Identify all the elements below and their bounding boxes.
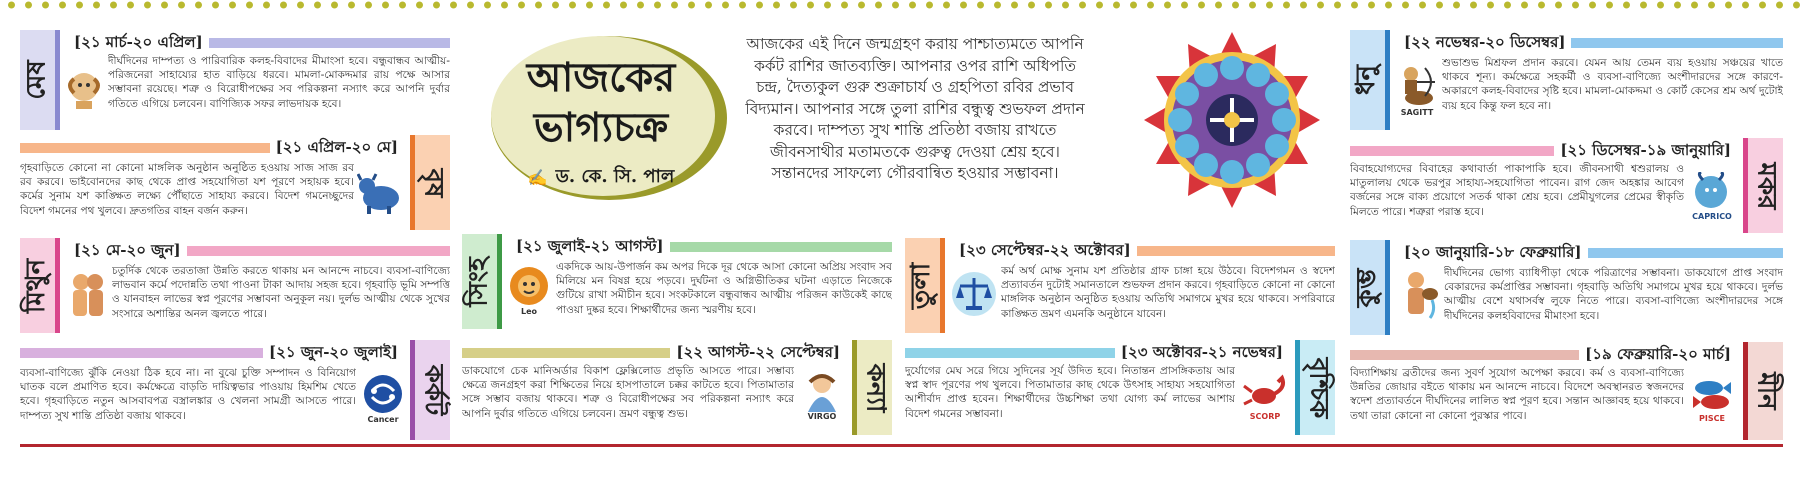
accent-bar <box>462 348 670 358</box>
sign-caption: PISCE <box>1699 413 1725 423</box>
sign-block-brisha <box>20 135 450 230</box>
horoscope-text: দীর্ঘদিনের ভোগ্য ব্যাধিপীড়া থেকে পরিত্রাণের সম্ভাবনা। ডাকযোগে প্রাপ্ত সংবাদ বেকারদের কর্মপ্রাপ্তির সম্ভাবনা। গৃহবাড়ি অতিথি সমাগমে মুখর হয়ে থাকবে। দুর্লভ আত্মীয় বেশে যথাসর্বস্ব লুফে নিতে পারে। ব্যবসা-বাণিজ্যে অংশীদারদের সঙ্গে দীর্ঘদিনের কলহবিবাদের মীমাংসা হবে। <box>1444 267 1783 322</box>
ram-icon <box>64 64 104 114</box>
sign-tab-mesh <box>20 30 60 130</box>
date-header <box>20 342 404 364</box>
pen-nib-icon: ✍ <box>527 168 548 187</box>
horoscope-text: বিদ্যাশিক্ষায় ব্রতীদের জন্য সুবর্ণ সুযোগ অপেক্ষা করবে। কর্ম ও ব্যবসা-বাণিজ্যে উন্নতির জোয়ার বইতে থাকায় মন আনন্দে নাচবে। বিদেশে অবস্থানরত স্বজনদের স্বদেশ প্রত্যাবর্তনে দীর্ঘদিনের লালিত স্বপ্ন পূরণ হবে। সন্তান আজ্ঞাবহ হয়ে থাকবে। তথা তারা কোনো না কোনো পুরস্কার পাবে। <box>1350 367 1684 422</box>
title-line-1: আজকের <box>526 54 676 101</box>
virgo-icon <box>798 368 846 424</box>
title-badge <box>471 32 731 202</box>
date-header <box>1350 140 1737 162</box>
horoscope-text: দীর্ঘদিনের দাম্পত্য ও পারিবারিক কলহ-বিবাদের মীমাংসা হবে। বন্ধুবান্ধব আত্মীয়-পরিজনেরা সাহায্যের হাত বাড়িয়ে ধরবে। মামলা-মোকদ্দমার রায় পক্ষে আসার সম্ভাবনা রয়েছে। শত্রু ও বিরোধীপক্ষের সব পরিকল্পনা নস্যাৎ করে আপনি দুর্বার গতিতে এগিয়ে চলবেন। বাণিজ্যিক সফর লাভদায়ক হবে। <box>108 55 450 110</box>
sign-tab-brisha <box>410 135 450 230</box>
bull-icon <box>356 167 404 217</box>
sign-tab-dhanu <box>1350 30 1390 130</box>
date-range: [২১ জুলাই-২১ আগস্ট] <box>516 236 664 255</box>
sign-name: বৃশ্চিক <box>1303 357 1334 418</box>
date-range: [২১ মে-২০ জুন] <box>74 240 181 259</box>
sign-caption: Cancer <box>367 414 399 424</box>
sign-name: সিংহ <box>463 256 494 307</box>
sign-tab-kanya <box>852 340 892 435</box>
horoscope-text: গৃহবাড়িতে কোনো না কোনো মাঙ্গলিক অনুষ্ঠান অনুষ্ঠিত হওয়ায় সাজ সাজ রব রব করবে। ভাইবোনদের কাছ থেকে প্রাপ্ত সহযোগিতা যশ পূরণে সহায়ক হবে। কর্মের সুনাম যশ কাঙ্ক্ষিত লক্ষ্যে পৌঁছাতে সাহায্য করবে। বিদেশ গমনেচ্ছুদের বিদেশ গমনের পথ খুলবে। দ্রুতগতির বাহন বর্জন করুন। <box>20 162 354 217</box>
scales-icon <box>949 266 999 322</box>
accent-bar <box>670 242 892 252</box>
scorpion-icon <box>1239 368 1291 424</box>
date-range: [২২ আগস্ট-২২ সেপ্টেম্বর] <box>676 342 840 361</box>
date-range: [২৩ অক্টোবর-২১ নভেম্বর] <box>1120 342 1283 361</box>
date-header <box>953 240 1335 262</box>
accent-bar <box>187 246 450 256</box>
accent-bar <box>905 348 1115 358</box>
sign-block-singha <box>462 234 892 334</box>
sign-block-dhanu <box>1350 30 1783 130</box>
sign-name: বৃষ <box>418 168 449 197</box>
water-bearer-icon <box>1394 268 1442 324</box>
sign-tab-makar <box>1743 138 1783 233</box>
accent-bar <box>1571 38 1783 48</box>
date-header <box>1398 242 1783 264</box>
sign-tab-kumbha <box>1350 240 1390 335</box>
date-range: [২১ জুন-২০ জুলাই] <box>269 342 398 361</box>
fish-icon <box>1686 370 1738 426</box>
horoscope-text: একদিকে আয়-উপার্জন কম অপর দিকে দূর থেকে আসা কোনো অপ্রিয় সংবাদ সব মিলিয়ে মন বিষণ্ণ হয়ে পড়বে। দুর্ঘটনা ও অগ্নিভীতিকর ঘটনা এড়াতে নিজেকে গুটিয়ে রাখা সমীচীন হবে। সংকটকালে বন্ধুবান্ধব আত্মীয় পরিজন কাউকেই কাছে পাওয়া দুষ্কর হবে। শিক্ষার্থীদের জন্য স্মরণীয় হবে। <box>556 261 892 316</box>
sign-caption: Leo <box>520 306 538 316</box>
sign-name: ধনু <box>1351 64 1382 96</box>
date-range: [১৯ ফেব্রুয়ারি-২০ মার্চ] <box>1585 344 1731 363</box>
sign-caption: SAGITT <box>1400 107 1434 117</box>
date-header <box>20 137 404 159</box>
sign-tab-mithun <box>20 238 60 333</box>
accent-bar <box>1350 146 1554 156</box>
accent-bar <box>209 38 450 48</box>
date-range: [২১ ডিসেম্বর-১৯ জানুয়ারি] <box>1560 140 1731 159</box>
horoscope-text: ব্যবসা-বাণিজ্যে ঝুঁকি নেওয়া ঠিক হবে না। না বুঝে চুক্তি সম্পাদন ও বিনিয়োগ ঘাতক বলে প্রমাণিত হবে। কর্মক্ষেত্রে বাড়তি দায়িত্বভার পাওয়ায় হিমশিম খেতে হবে। গৃহবাড়িতে নতুন আসবাবপত্র বস্ত্রালঙ্কার ও খেলনা সামগ্রী আসতে পারে। দাম্পত্য সুখ শান্তি প্রতিষ্ঠা বজায় থাকবে। <box>20 367 356 422</box>
sign-block-kumbha <box>1350 240 1783 335</box>
bottom-rule <box>20 444 1783 447</box>
sign-name: তুলা <box>906 262 937 309</box>
date-header <box>462 342 846 364</box>
accent-bar <box>1350 350 1579 360</box>
horoscope-text: শুভাশুভ মিশ্রফল প্রদান করবে। যেমন আয় তেমন ব্যয় হওয়ায় সঞ্চয়ের খাতে থাকবে শূন্য। কর্মক্ষেত্রে সহকর্মী ও ব্যবসা-বাণিজ্যে অংশীদারদের সঙ্গে কারণে-অকারণে কলহ-বিবাদের সৃষ্টি হবে। মামলা-মোকদ্দমা ও কোর্ট কেসের শ্রম অর্থ দুটোই ব্যয় হবে কিন্তু ফল হবে না। <box>1442 57 1783 112</box>
sign-caption: VIRGO <box>807 411 837 421</box>
zodiac-wheel-image <box>1142 30 1322 210</box>
date-range: [২১ মার্চ-২০ এপ্রিল] <box>74 32 203 51</box>
date-range: [২২ নভেম্বর-২০ ডিসেম্বর] <box>1404 32 1566 51</box>
sign-block-tula <box>905 238 1335 338</box>
author-line <box>471 162 731 193</box>
date-header <box>1350 344 1737 366</box>
sign-tab-singha <box>462 234 502 329</box>
horoscope-text: ডাকযোগে চেক মানিঅর্ডার বিকাশ ফ্লেক্সিলোড প্রভৃতি আসতে পারে। সম্ভাব্য ক্ষেত্রে জনগ্রহণ করা শিক্ষিতের নিয়ে হাসপাতালে চক্কর কাটতে হবে। পিতামাতার সঙ্গে সম্ভাব বজায় থাকবে। শত্রু ও বিরোধীপক্ষের সব পরিকল্পনা নস্যাৎ করে আপনি দুর্বার গতিতে এগিয়ে চলবেন। ভ্রমণ বন্ধুত্ব শুভ। <box>462 365 794 420</box>
sign-block-mesh <box>20 30 450 130</box>
date-header <box>68 240 450 262</box>
accent-bar <box>20 143 270 153</box>
sign-caption: SCORP <box>1249 411 1281 421</box>
archer-icon <box>1394 60 1440 120</box>
twins-icon <box>66 268 110 324</box>
sign-name: কর্কট <box>418 364 449 416</box>
intro-paragraph: আজকের এই দিনে জন্মগ্রহণ করায় পাশ্চাত্যমতে আপনি কর্কট রাশির জাতব্যক্তি। আপনার ওপর রাশি অধিপতি চন্দ্র, দৈত্যকুল গুরু শুক্রাচার্য ও গ্রহপিতা রবির প্রভাব বিদ্যমান। আপনার সঙ্গে তুলা রাশির বন্ধুত্ব শুভফল প্রদান করবে। দাম্পত্য সুখ শান্তি প্রতিষ্ঠা বজায় রাখতে জীবনসাথীর মতামতকে গুরুত্ব দেওয়া শ্রেয় হবে। সন্তানদের সাফল্যে গৌরবান্বিত হওয়ার সম্ভাবনা। <box>745 35 1085 182</box>
sign-name: মকর <box>1751 162 1782 209</box>
sign-block-mithun <box>20 238 450 333</box>
date-header <box>68 32 450 54</box>
crab-icon <box>360 370 406 426</box>
date-range: [২৩ সেপ্টেম্বর-২২ অক্টোবর] <box>959 240 1131 259</box>
horoscope-text: কর্ম অর্থ মোক্ষ সুনাম যশ প্রতিষ্ঠার গ্রাফ চাঙ্গা হয়ে উঠবে। বিদেশগমন ও স্বদেশ প্রত্যাবর্তন দুটোই সমানতালে শুভফল প্রদান করবে। গৃহবাড়িতে কোনো না কোনো মাঙ্গলিক অনুষ্ঠান অনুষ্ঠিত হওয়ায় অতিথি সমাগমে মুখর হয়ে থাকবে। সপরিবারে কাঙ্ক্ষিত ভ্রমণ এমনকি অনুষ্ঠানে যাবেন। <box>1001 265 1335 320</box>
sign-caption: CAPRICO <box>1692 211 1732 221</box>
sign-block-makar <box>1350 138 1783 233</box>
sign-tab-meen <box>1743 342 1783 440</box>
sign-tab-brishchik <box>1295 340 1335 435</box>
sign-block-meen <box>1350 342 1783 440</box>
sign-block-brishchik <box>905 340 1335 440</box>
sign-tab-karkat <box>410 340 450 440</box>
sign-name: মেষ <box>21 60 52 100</box>
top-dot-border <box>0 0 1803 10</box>
horoscope-text: চতুর্দিক থেকে তরতাজা উন্নতি করতে থাকায় মন আনন্দে নাচবে। ব্যবসা-বাণিজ্যে লাভবান কর্মে পদোন্নতি তথা পাওনা টাকা আদায় সহজ হবে। গৃহবাড়ি ভূমি সম্পত্তি ও যানবাহন লাভের স্বপ্ন পূরণের সম্ভাবনা অনুকূল নয়। দুর্লভ আত্মীয় থেকে সুখের সংসারে অশান্তির অনল জ্বলতে পারে। <box>112 265 450 320</box>
sign-name: কন্যা <box>860 363 891 412</box>
sign-name: মীন <box>1751 372 1782 410</box>
lion-icon <box>506 262 552 318</box>
accent-bar <box>1137 246 1335 256</box>
horoscope-text: বিবাহযোগ্যদের বিবাহের কথাবার্তা পাকাপাকি হবে। জীবনসাথী শ্বশুরালয় ও মাতুলালয় থেকে ভরপুর সাহায্য-সহযোগিতা পাবেন। রাগ জেদ অহঙ্কার আবেগ বর্জনের সঙ্গে বাক্য প্রয়োগে সতর্ক থাকা শ্রেয় হবে। প্রেমীযুগলের প্রেমের স্বীকৃতি মিলতে পারে। শত্রুরা পরাস্ত হবে। <box>1350 163 1684 218</box>
sign-name: মিথুন <box>21 258 52 313</box>
date-range: [২০ জানুয়ারি-১৮ ফেব্রুয়ারি] <box>1404 242 1582 261</box>
accent-bar <box>1588 248 1783 258</box>
author-name: ড. কে. সি. পাল <box>555 166 675 187</box>
sign-block-kanya <box>462 340 892 440</box>
sign-name: কুম্ভ <box>1351 268 1382 307</box>
goat-icon <box>1686 168 1738 224</box>
title-line-2: ভাগ্যচক্র <box>533 104 669 151</box>
sign-block-karkat <box>20 340 450 440</box>
horoscope-text: দুর্যোগের মেঘ সরে গিয়ে সুদিনের সূর্য উদিত হবে। নিতান্তন প্রাসঙ্গিকতায় আর স্বপ্ন স্বাদ পূরণের পথ খুলবে। পিতামাতার কাছ থেকে উৎসাহ সাহায্য সহযোগিতা আশীর্বাদ প্রাপ্ত হবেন। শিক্ষার্থীদের উচ্চশিক্ষা তথা যোগ্য কর্ম লাভের আশায় বিদেশ গমনের সম্ভাবনা। <box>905 365 1235 420</box>
date-header <box>510 236 892 258</box>
date-header <box>905 342 1289 364</box>
sign-tab-tula <box>905 238 945 333</box>
accent-bar <box>20 348 263 358</box>
date-header <box>1398 32 1783 54</box>
date-range: [২১ এপ্রিল-২০ মে] <box>275 137 398 156</box>
